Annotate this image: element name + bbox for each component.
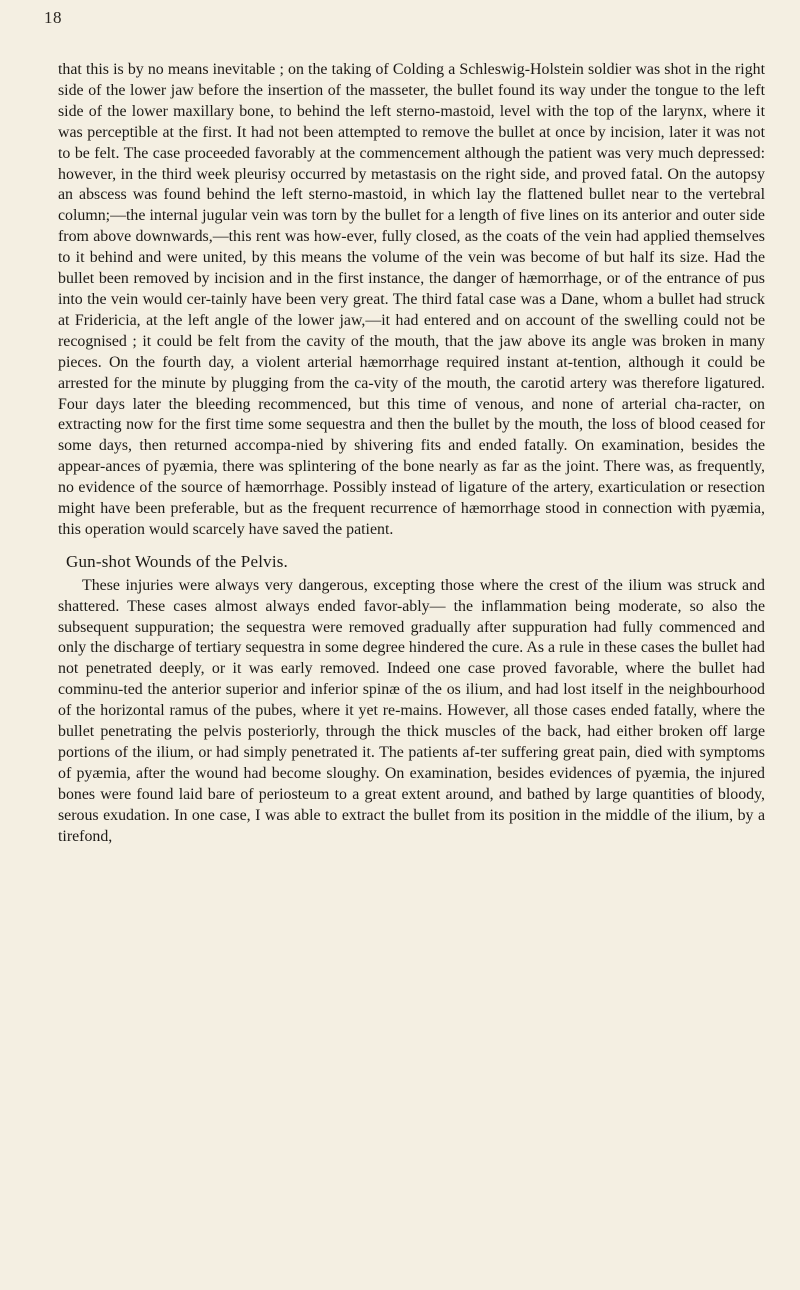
paragraph-pelvis-injuries: These injuries were always very dangerous, excepting those where the crest of the ilium was struck and shattered. These cases almost always ended favor-ably— the inflammation being moderate, so also the subsequent suppuration; the sequestra were removed gradually after suppuration had fully commenced and only the discharge of tertiary sequestra in some degree hindered the cure. As a rule in these cases the bullet had not penetrated deeply, or it was early removed. Indeed one case proved favorable, where the bullet had comminu-ted the anterior superior and inferior spinæ of the os ilium, and had lost itself in the neighbourhood of the horizontal ramus of the pubes, where it yet re-mains. However, all those cases ended fatally, where the bullet penetrating the pelvis posteriorly, through the thick muscles of the back, had either broken off large portions of the ilium, or had simply penetrated it. The patients af-ter suffering great pain, died with symptoms of pyæmia, after the wound had become sloughy. On examination, besides evidences of pyæmia, the injured bones were found laid bare of periosteum to a great extent around, and bathed by large quantities of bloody, serous exudation. In one case, I was able to extract the bullet from its position in the middle of the ilium, by a tirefond, <box>58 576 765 845</box>
section-heading-pelvis: Gun-shot Wounds of the Pelvis. <box>66 551 289 571</box>
paragraph-jaw-cases: that this is by no means inevitable ; on the taking of Colding a Schleswig-Holstein soldier was shot in the right side of the lower jaw before the insertion of the masseter, the bullet found its way under the tongue to the left side of the lower maxillary bone, to behind the left sterno-mastoid, level with the top of the larynx, where it was perceptible at the first. It had not been attempted to remove the bullet at once by incision, later it was not to be felt. The case proceeded favorably at the commencement although the patient was very much depressed: however, in the third week pleurisy occurred by metastasis on the right side, and proved fatal. On the autopsy an abscess was found behind the left sterno-mastoid, in which lay the flattened bullet near to the vertebral column;—the internal jugular vein was torn by the bullet for a length of five lines on its anterior and outer side from above downwards,—this rent was how-ever, fully closed, as the coats of the vein had applied themselves to it behind and were united, by this means the volume of the vein was become of but half its size. Had the bullet been removed by incision and in the first instance, the danger of hæmorrhage, or of the entrance of pus into the vein would cer-tainly have been very great. The third fatal case was a Dane, whom a bullet had struck at Fridericia, at the left angle of the lower jaw,—it had entered and on account of the swelling could not be recognised ; it could be felt from the cavity of the mouth, that the jaw above its angle was broken in many pieces. On the fourth day, a violent arterial hæmorrhage required instant at-tention, although it could be arrested for the minute by plugging from the ca-vity of the mouth, the carotid artery was therefore ligatured. Four days later the bleeding recommenced, but this time of venous, and none of arterial cha-racter, on extracting now for the first time some sequestra and then the bullet by the mouth, the loss of blood ceased for some days, then returned accompa-nied by shivering fits and ended fatally. On examination, besides the appear-ances of pyæmia, there was splintering of the bone nearly as far as the joint. There was, as frequently, no evidence of the source of hæmorrhage. Possibly instead of ligature of the artery, exarticulation or resection might have been preferable, but as the frequent recurrence of hæmorrhage stood in connection with pyæmia, this operation would scarcely have saved the patient. <box>58 61 765 538</box>
page-number: 18 <box>44 8 62 27</box>
body-text <box>58 60 765 848</box>
